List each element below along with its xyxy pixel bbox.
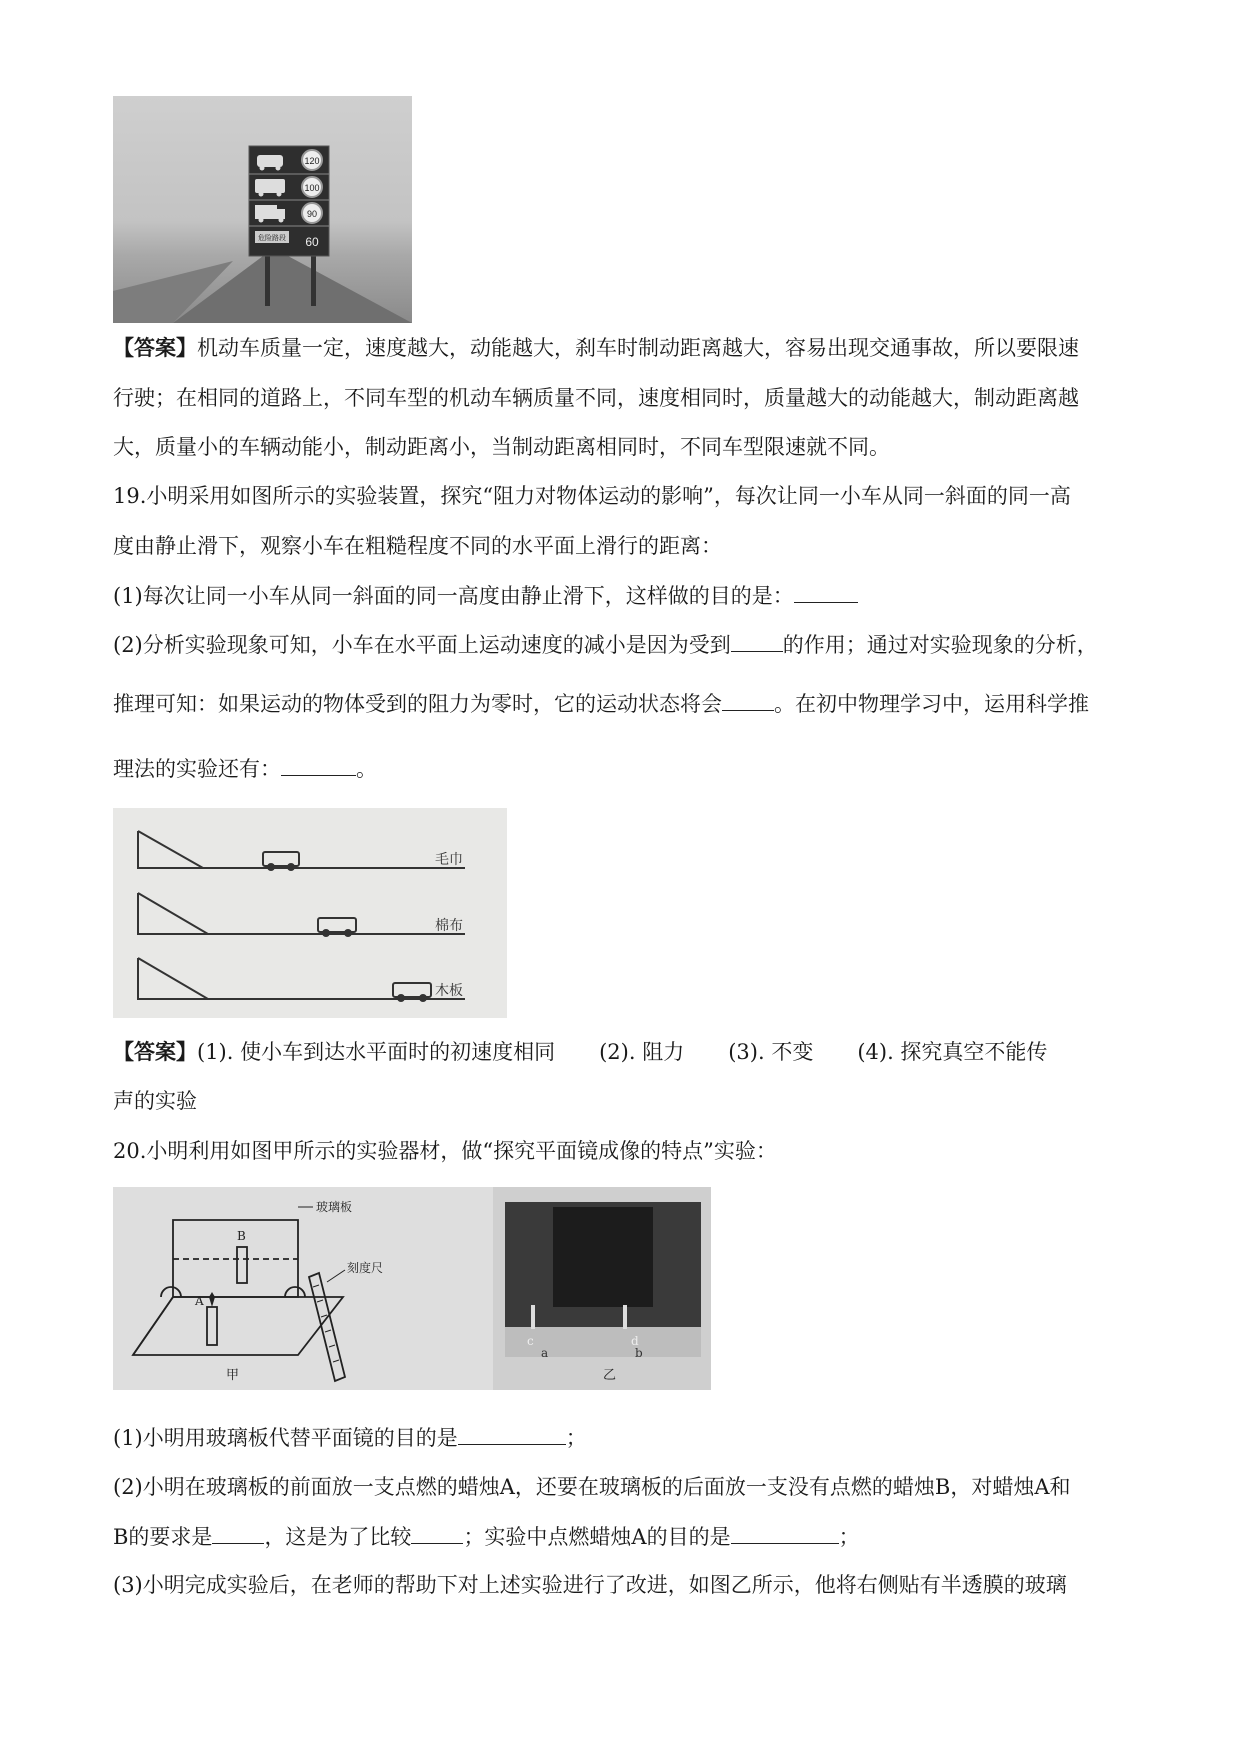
q19-stem-line2: 度由静止滑下，观察小车在粗糙程度不同的水平面上滑行的距离： — [113, 534, 722, 558]
label-glass-plate: 玻璃板 — [316, 1200, 353, 1214]
answer-blank[interactable] — [731, 1521, 839, 1544]
q20-part1: (1)小明用玻璃板代替平面镜的目的是 ； — [113, 1422, 1133, 1453]
answer18-line2: 行驶；在相同的道路上，不同车型的机动车辆质量不同，速度相同时，质量越大的动能越大，制动距离越 — [113, 386, 1079, 410]
label-candle-b: B — [237, 1229, 246, 1243]
answer-blank[interactable] — [411, 1521, 463, 1544]
label-wood: 木板 — [435, 983, 463, 999]
answer-blank[interactable] — [731, 629, 783, 652]
q20-part2-line2: B的要求是 ，这是为了比较 ；实验中点燃蜡烛A的目的是 ； — [113, 1521, 1133, 1552]
q19-part2-line3: 理法的实验还有： 。 — [113, 753, 1133, 784]
speed-limit-circle-3 — [302, 203, 322, 223]
answer-tag: 【答案】 — [113, 335, 197, 360]
q20-stem: 20.小明利用如图甲所示的实验器材，做“探究平面镜成像的特点”实验： — [113, 1139, 777, 1163]
svg-text:100: 100 — [304, 183, 320, 193]
plane-mirror-figure — [113, 1187, 711, 1390]
answer-blank[interactable] — [722, 688, 774, 711]
sign-bottom-plate-text: 危险路段 — [258, 234, 286, 242]
q19-part1: (1)每次让同一小车从同一斜面的同一高度由静止滑下，这样做的目的是： — [113, 580, 1133, 611]
label-a-small: a — [541, 1346, 549, 1360]
label-figure-jia: 甲 — [226, 1368, 240, 1383]
q19-part2-line1: (2)分析实验现象可知，小车在水平面上运动速度的减小是因为受到 的作用；通过对实验现象的分析， — [113, 629, 1133, 660]
label-d: d — [631, 1334, 639, 1348]
speed-limit-sign-photo — [113, 96, 412, 323]
label-b-small: b — [635, 1346, 643, 1360]
speed-limit-sign-illustration — [113, 96, 412, 323]
inclined-plane-figure — [113, 808, 507, 1018]
answer-tag: 【答案】 — [113, 1039, 197, 1064]
speed-limit-60: 60 — [305, 235, 319, 249]
svg-text:120: 120 — [304, 156, 320, 166]
answer-blank[interactable] — [794, 580, 858, 603]
answer-blank[interactable] — [281, 753, 356, 776]
q19-stem-line1: 19.小明采用如图所示的实验装置，探究“阻力对物体运动的影响”，每次让同一小车从同一斜面的同一高 — [113, 484, 1071, 508]
answer19-line2: 声的实验 — [113, 1089, 197, 1113]
q20-part3: (3)小明完成实验后，在老师的帮助下对上述实验进行了改进，如图乙所示，他将右侧贴有半透膜的玻璃 — [113, 1573, 1067, 1597]
answer-blank[interactable] — [212, 1521, 264, 1544]
label-figure-yi: 乙 — [603, 1368, 617, 1383]
speed-limit-circle-2 — [302, 177, 322, 197]
plane-mirror-diagram — [113, 1187, 711, 1390]
q19-part2-line2: 推理可知：如果运动的物体受到的阻力为零时，它的运动状态将会 。在初中物理学习中，运用科学推 — [113, 688, 1133, 719]
label-ruler: 刻度尺 — [347, 1261, 384, 1275]
speed-limit-circle-1 — [302, 150, 322, 170]
label-cotton: 棉布 — [435, 918, 463, 934]
answer18-line3: 大，质量小的车辆动能小，制动距离小，当制动距离相同时，不同车型限速就不同。 — [113, 435, 890, 459]
svg-text:90: 90 — [306, 209, 318, 219]
label-c: c — [527, 1334, 534, 1348]
answer-blank[interactable] — [458, 1422, 566, 1445]
answer18-line1: 【答案】机动车质量一定，速度越大，动能越大，刹车时制动距离越大，容易出现交通事故，所以要限速 — [113, 335, 1079, 360]
inclined-plane-diagram — [113, 808, 507, 1018]
label-candle-a: A — [195, 1294, 204, 1308]
q20-part2-line1: (2)小明在玻璃板的前面放一支点燃的蜡烛A，还要在玻璃板的后面放一支没有点燃的蜡烛B，对蜡烛A和 — [113, 1475, 1071, 1499]
answer19-line1: 【答案】(1). 使小车到达水平面时的初速度相同 (2). 阻力 (3). 不变 (4). 探究真空不能传 — [113, 1039, 1048, 1064]
label-towel: 毛巾 — [435, 852, 463, 868]
